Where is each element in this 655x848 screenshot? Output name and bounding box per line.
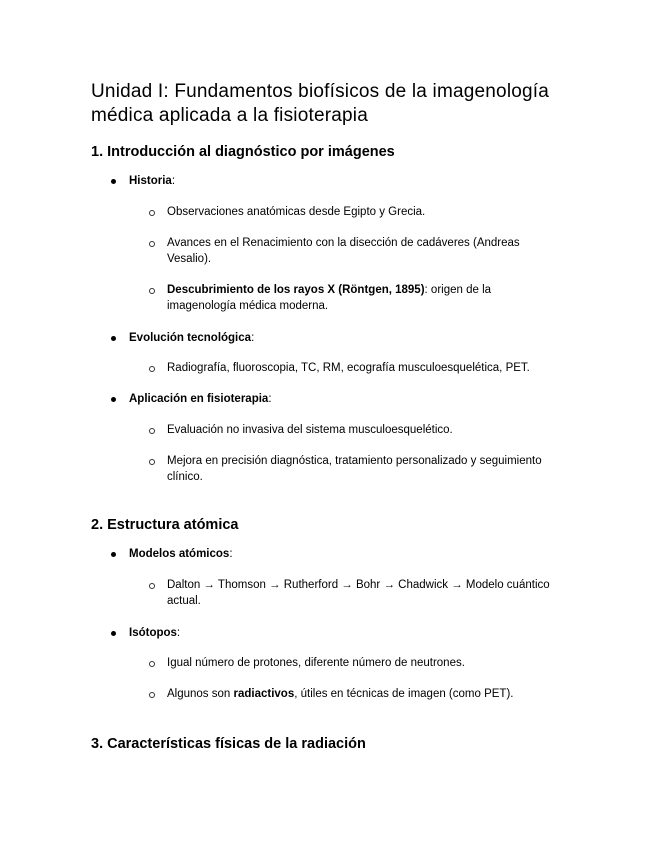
bullet-dot-icon <box>111 397 116 402</box>
bullet-dot-icon <box>111 631 116 636</box>
bullet-label: Evolución tecnológica <box>129 332 252 344</box>
section-heading-2: 2. Estructura atómica <box>91 517 239 533</box>
section-heading-1: 1. Introducción al diagnóstico por imágenes <box>91 144 395 160</box>
section-heading-3: 3. Características físicas de la radiación <box>91 736 366 752</box>
bullet-label: Historia <box>129 175 172 187</box>
circle-bullet-icon <box>149 288 155 294</box>
circle-bullet-icon <box>149 583 155 589</box>
bullet-label: Aplicación en fisioterapia <box>129 393 269 405</box>
bullet-label: Isótopos <box>129 627 177 639</box>
circle-bullet-icon <box>149 428 155 434</box>
bullet-dot-icon <box>111 336 116 341</box>
circle-bullet-icon <box>149 692 155 698</box>
bullet-dot-icon <box>111 552 116 557</box>
page-title: Unidad I: Fundamentos biofísicos de la imagenología médica aplicada a la fisioterapia <box>91 81 550 126</box>
circle-bullet-icon <box>149 459 155 465</box>
circle-bullet-icon <box>149 241 155 247</box>
circle-bullet-icon <box>149 661 155 667</box>
circle-bullet-icon <box>149 210 155 216</box>
bullet-dot-icon <box>111 179 116 184</box>
bullet-label: Modelos atómicos <box>129 548 230 560</box>
circle-bullet-icon <box>149 366 155 372</box>
document-page: Unidad I: Fundamentos biofísicos de la imagenología médica aplicada a la fisioterapia 1. Introducción al diagnóstico por imágenes Historia: Observaciones anatómicas desde Egipto y Grecia. Avances en el Renacimiento con la disección de cadáveres (Andreas Vesalio). Descubrimiento de los rayos X (Röntgen, 1895): origen de la imagenología médica moderna. Evolución tecnológica: Radiografía, fluoroscopia, TC, RM, ecografía musculoesquelética, PET. Aplicación en fisioterapia: Evaluación no invasiva del sistema musculoesquelético. Mejora en precisión diagnóstica, tratamiento personalizado y seguimiento clínico. 2. Estructura atómica Modelos atómicos: Dalton → Thomson → Rutherford → Bohr → Chadwick → Modelo cuántico actual. Isótopos: Igual número de protones, diferente número de neutrones. Algunos son radiactivos, útiles en técnicas de imagen (como PET). 3. Características físicas de la radiación <box>0 0 655 848</box>
